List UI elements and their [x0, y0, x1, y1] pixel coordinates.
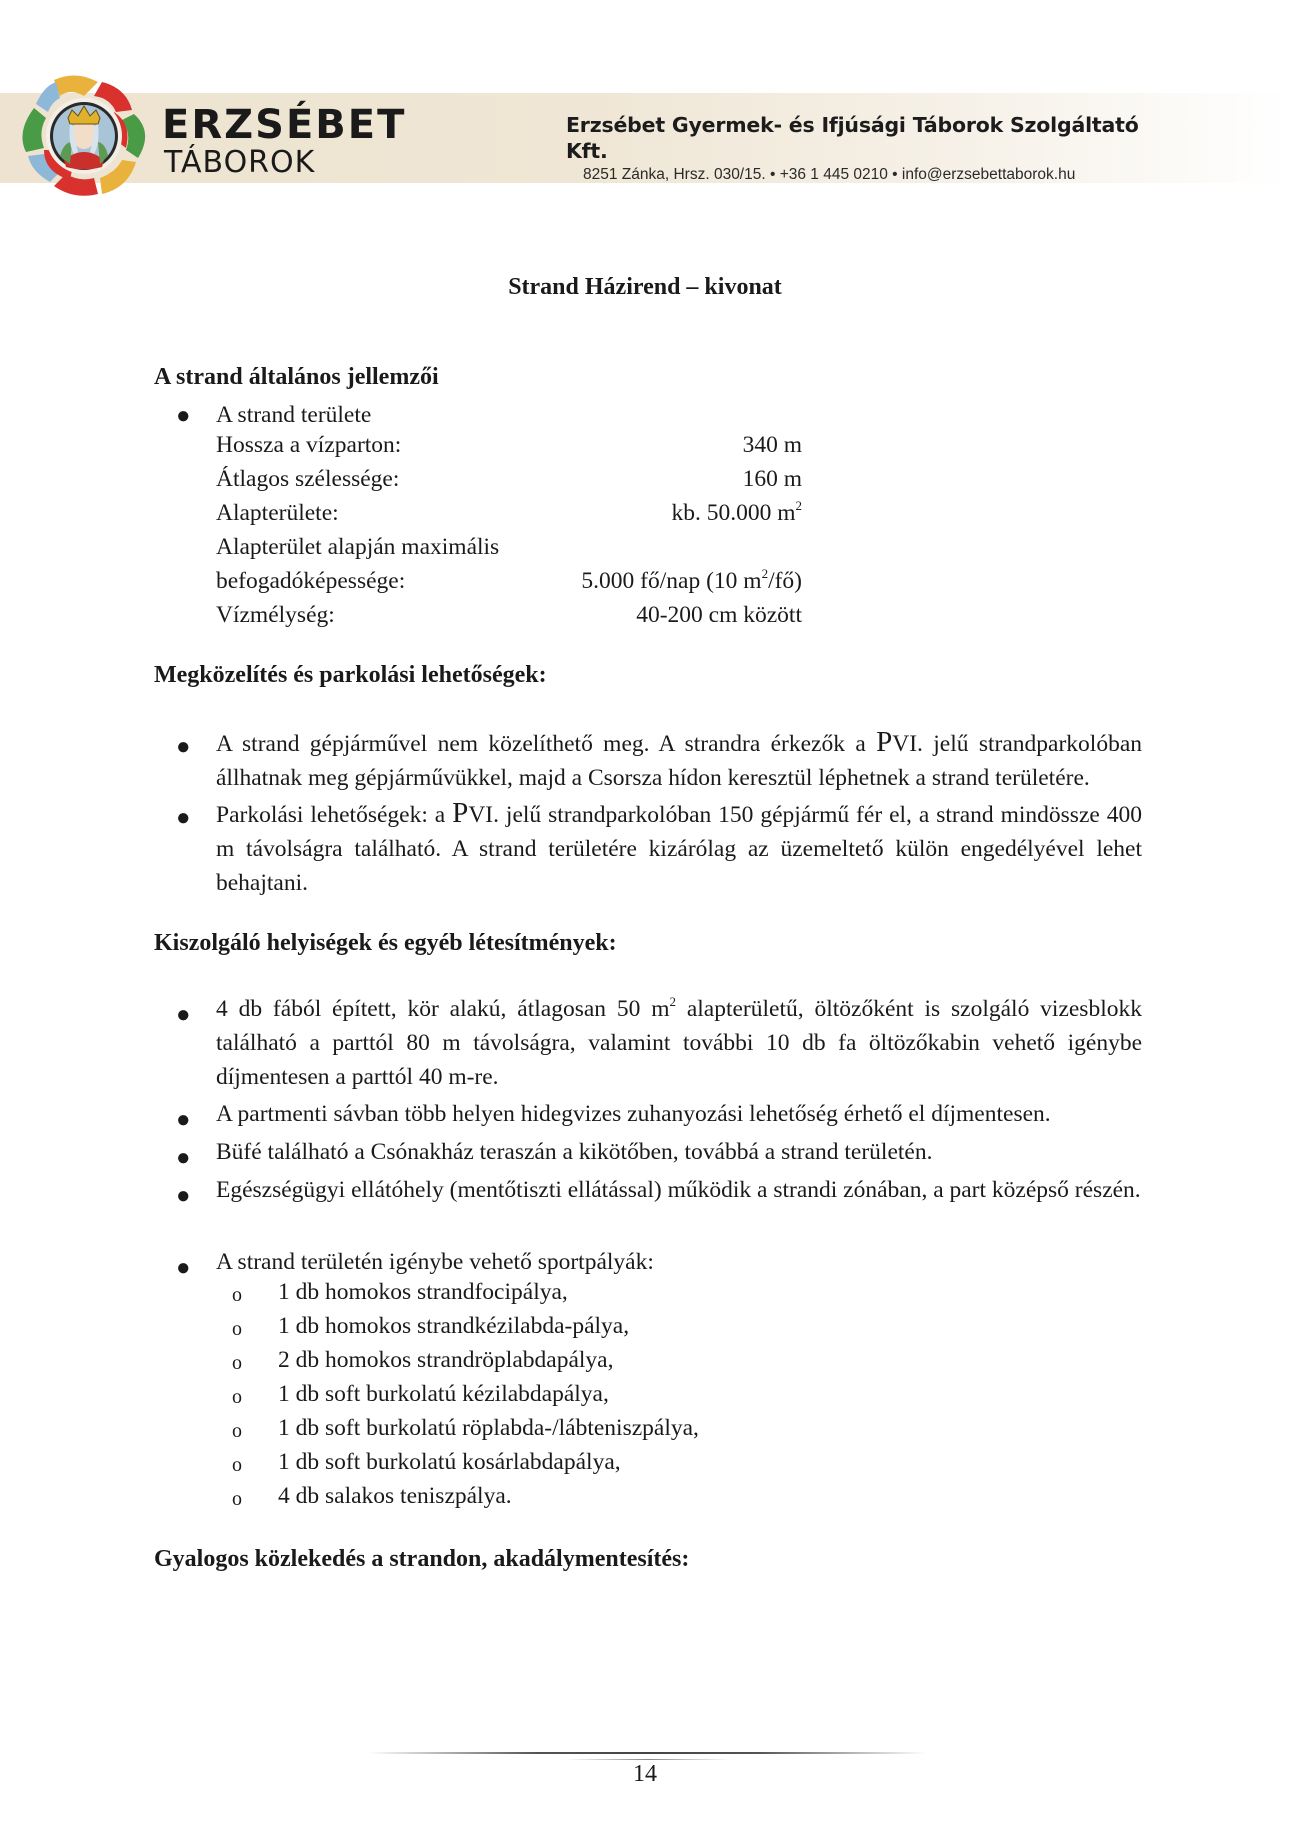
spec-row — [216, 568, 802, 602]
parking-label: VI. — [468, 802, 499, 828]
company-info — [566, 112, 1156, 186]
sports-list-item: 2 db homokos strandröplabdapálya, — [278, 1347, 614, 1373]
circle-bullet-icon: o — [232, 1454, 242, 1476]
circle-bullet-icon: o — [232, 1318, 242, 1340]
brand-name: ERZSÉBET — [162, 102, 407, 148]
erzsebet-taborok-logo-icon — [14, 72, 160, 200]
paragraph-buffet: Büfé található a Csónakház teraszán a kikötőben, továbbá a strand területén. — [216, 1139, 933, 1165]
spec-value-text: /fő) — [768, 568, 802, 594]
spec-value: 340 m — [742, 432, 802, 458]
spec-label: Alapterület alapján maximális — [216, 534, 500, 560]
paragraph-sports: A strand területén igénybe vehető sportpályák: — [216, 1249, 654, 1275]
superscript: 2 — [761, 566, 769, 581]
text: Parkolási lehetőségek: a — [216, 802, 453, 828]
spec-row — [216, 500, 802, 534]
footer-divider — [368, 1752, 926, 1754]
spec-label: befogadóképessége: — [216, 568, 406, 594]
spec-value — [671, 500, 802, 527]
bullet-icon: ● — [176, 1183, 191, 1209]
footer-divider-short — [565, 1759, 730, 1760]
superscript: 2 — [669, 994, 676, 1009]
bullet-icon: ● — [176, 1107, 191, 1133]
paragraph-parking — [216, 796, 1142, 900]
section-heading-pedestrian: Gyalogos közlekedés a strandon, akadálymentesítés: — [154, 1546, 690, 1572]
document-title: Strand Házirend – kivonat — [508, 274, 782, 300]
text: alapterületű, öltözőként is szolgáló vizesblokk található a parttól 80 m távolságra, valamint további 10 db fa öltözőkabin vehető igénybe díjmentesen a parttól 40 m-re. — [216, 996, 1142, 1090]
paragraph-facilities — [216, 992, 1142, 1094]
spec-label: Átlagos szélessége: — [216, 466, 400, 492]
brand-logotype — [162, 104, 406, 180]
sports-list-item: 1 db soft burkolatú röplabda-/lábteniszpálya, — [278, 1415, 699, 1441]
paragraph-showers: A partmenti sávban több helyen hidegvizes zuhanyozási lehetőség érhető el díjmentesen. — [216, 1101, 1051, 1127]
spec-value-text: kb. 50.000 m — [671, 500, 796, 526]
text: jelű strandparkolóban állhatnak meg gépjárművükkel, majd a Csorsza hídon keresztül léphetnek a strand területére. — [216, 731, 1143, 791]
text: A strand gépjárművel nem közelíthető meg. A strandra érkezők a — [216, 731, 877, 757]
brand-subtitle: TÁBOROK — [164, 145, 316, 180]
company-contact: 8251 Zánka, Hrsz. 030/15. • +36 1 445 0210 • info@erzsebettaborok.hu — [583, 166, 1076, 183]
spec-value — [581, 568, 802, 595]
text: 4 db fából épített, kör alakú, átlagosan 50 m — [216, 996, 670, 1022]
bullet-icon: ● — [176, 403, 191, 429]
spec-row — [216, 534, 802, 568]
page-number: 14 — [633, 1761, 657, 1787]
paragraph-access — [216, 725, 1142, 795]
sports-list-item: 1 db soft burkolatú kézilabdapálya, — [278, 1381, 609, 1407]
section-heading-general: A strand általános jellemzői — [154, 364, 439, 390]
spec-value-text: 5.000 fő/nap (10 m — [581, 568, 762, 594]
bullet-icon: ● — [176, 1002, 191, 1028]
circle-bullet-icon: o — [232, 1352, 242, 1374]
circle-bullet-icon: o — [232, 1284, 242, 1306]
text: jelű strandparkolóban 150 gépjármű fér el, a strand mindössze 400 m távolságra található. A strand területére kizárólag az üzemeltető külön engedélyével lehet behajtani. — [216, 802, 1142, 896]
section-heading-access: Megközelítés és parkolási lehetőségek: — [154, 662, 547, 688]
sports-list-item: 1 db soft burkolatú kosárlabdapálya, — [278, 1449, 621, 1475]
parking-label: P — [452, 797, 469, 829]
sports-list-item: 4 db salakos teniszpálya. — [278, 1483, 512, 1509]
sports-list-item: 1 db homokos strandkézilabda-pálya, — [278, 1313, 630, 1339]
section-heading-facilities: Kiszolgáló helyiségek és egyéb létesítmények: — [154, 930, 617, 956]
circle-bullet-icon: o — [232, 1488, 242, 1510]
spec-label: Vízmélység: — [216, 602, 335, 628]
spec-row — [216, 466, 802, 500]
spec-row — [216, 602, 802, 636]
bullet-area-title: A strand területe — [216, 402, 372, 428]
bullet-icon: ● — [176, 1255, 191, 1281]
superscript: 2 — [795, 498, 802, 513]
parking-label: P — [876, 726, 893, 758]
bullet-icon: ● — [176, 805, 191, 831]
circle-bullet-icon: o — [232, 1386, 242, 1408]
company-name: Erzsébet Gyermek- és Ifjúsági Táborok Szolgáltató Kft. — [566, 113, 1139, 163]
bullet-icon: ● — [176, 734, 191, 760]
paragraph-medical: Egészségügyi ellátóhely (mentőtiszti ellátással) működik a strandi zónában, a part középső részén. — [216, 1177, 1141, 1203]
spec-label: Hossza a vízparton: — [216, 432, 402, 458]
parking-label: VI. — [892, 731, 923, 757]
spec-row — [216, 432, 802, 466]
spec-value: 40-200 cm között — [636, 602, 802, 628]
sports-list-item: 1 db homokos strandfocipálya, — [278, 1279, 568, 1305]
circle-bullet-icon: o — [232, 1420, 242, 1442]
bullet-icon: ● — [176, 1145, 191, 1171]
spec-value: 160 m — [742, 466, 802, 492]
spec-label: Alapterülete: — [216, 500, 339, 526]
